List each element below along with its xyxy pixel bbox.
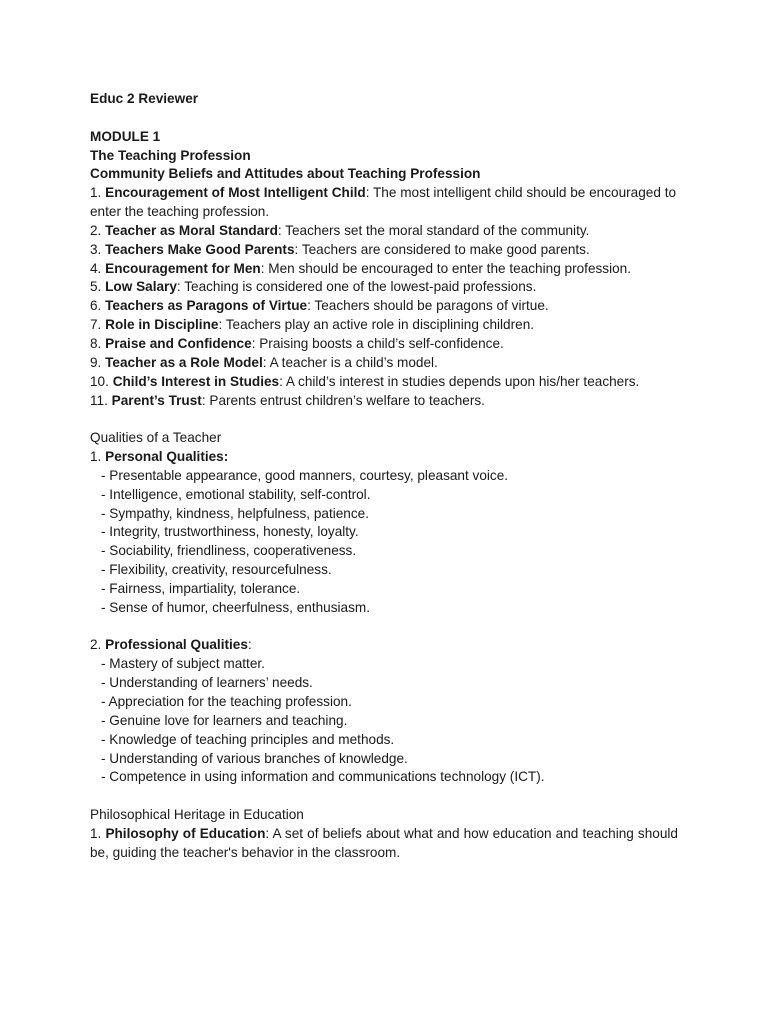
item-description: : A child’s interest in studies depends upon his/her teachers.	[279, 373, 640, 389]
item-number: 1.	[90, 185, 102, 201]
item-suffix: :	[247, 637, 252, 653]
item-term: Teacher as a Role Model	[105, 354, 263, 370]
item-number: 8.	[90, 335, 102, 351]
item-description: : Parents entrust children’s welfare to teachers.	[201, 392, 485, 408]
qualities-heading: Qualities of a Teacher	[90, 430, 222, 446]
belief-item	[90, 335, 678, 354]
personal-qualities-heading	[90, 448, 678, 467]
item-term: Parent’s Trust	[111, 392, 202, 408]
item-description: : A set of beliefs about what and how education and teaching should be, guiding the teacher's behavior in the classroom.	[90, 825, 678, 860]
belief-item	[90, 297, 678, 316]
spacer	[90, 109, 678, 128]
bullet-item: - Appreciation for the teaching profession.	[101, 694, 352, 709]
professional-qualities-heading	[90, 636, 678, 655]
bullet-item: - Genuine love for learners and teaching.	[101, 712, 348, 728]
item-description: : Men should be encouraged to enter the teaching profession.	[260, 260, 632, 276]
item-number: 3.	[90, 241, 102, 257]
philosophy-heading: Philosophical Heritage in Education	[90, 807, 304, 823]
item-description: : Teachers play an active role in disciplining children.	[218, 317, 535, 333]
item-description: : Teachers should be paragons of virtue.	[307, 298, 549, 314]
item-number: 6.	[90, 298, 102, 314]
section-heading: Community Beliefs and Attitudes about Teaching Profession	[90, 166, 481, 182]
item-term: Child’s Interest in Studies	[112, 373, 280, 389]
bullet-item: - Sense of humor, cheerfulness, enthusiasm.	[101, 599, 370, 615]
belief-item	[90, 316, 678, 335]
bullet-item: - Flexibility, creativity, resourcefulness.	[101, 562, 332, 578]
belief-item	[90, 184, 678, 222]
item-term: Teachers as Paragons of Virtue	[105, 298, 308, 314]
bullet-item: - Understanding of various branches of knowledge.	[101, 750, 408, 766]
module-label: MODULE 1	[90, 128, 161, 144]
spacer	[90, 410, 678, 429]
belief-item	[90, 222, 678, 241]
belief-item	[90, 373, 678, 392]
item-number: 7.	[90, 317, 102, 333]
item-term: Praise and Confidence	[105, 335, 252, 351]
belief-item	[90, 241, 678, 260]
belief-item	[90, 392, 678, 411]
item-number: 10.	[90, 373, 109, 389]
item-term: Personal Qualities:	[105, 449, 229, 465]
philosophy-item	[90, 825, 678, 863]
item-term: Professional Qualities	[105, 637, 248, 653]
belief-item	[90, 278, 678, 297]
document-body	[90, 90, 678, 863]
document-title: Educ 2 Reviewer	[90, 91, 199, 106]
belief-item	[90, 354, 678, 373]
item-term: Philosophy of Education	[105, 825, 266, 841]
bullet-item: - Intelligence, emotional stability, self-control.	[101, 486, 371, 502]
bullet-item: - Integrity, trustworthiness, honesty, loyalty.	[101, 524, 359, 540]
bullet-item: - Presentable appearance, good manners, courtesy, pleasant voice.	[101, 467, 509, 483]
module-subtitle: The Teaching Profession	[90, 147, 251, 163]
item-description: : The most intelligent child should be encouraged to enter the teaching profession.	[90, 185, 677, 220]
item-number: 2.	[90, 222, 102, 238]
item-term: Low Salary	[105, 279, 177, 295]
item-description: : Praising boosts a child’s self-confidence.	[251, 335, 504, 351]
spacer	[90, 787, 678, 806]
bullet-item: - Competence in using information and communications technology (ICT).	[101, 769, 545, 785]
bullet-item: - Fairness, impartiality, tolerance.	[101, 580, 301, 596]
item-number: 5.	[90, 279, 102, 295]
bullet-item: - Sociability, friendliness, cooperativeness.	[101, 543, 357, 559]
item-term: Role in Discipline	[105, 317, 219, 333]
item-description: : Teaching is considered one of the lowest-paid professions.	[176, 279, 537, 295]
item-term: Encouragement for Men	[105, 260, 261, 276]
item-number: 2.	[90, 637, 102, 653]
bullet-item: - Understanding of learners’ needs.	[101, 675, 313, 691]
item-term: Teachers Make Good Parents	[105, 241, 295, 257]
item-number: 4.	[90, 260, 102, 276]
item-number: 1.	[90, 825, 102, 841]
item-term: Teacher as Moral Standard	[105, 222, 278, 238]
item-description: : A teacher is a child’s model.	[262, 354, 438, 370]
spacer	[90, 618, 678, 637]
item-term: Encouragement of Most Intelligent Child	[105, 185, 366, 201]
item-number: 11.	[90, 392, 108, 408]
belief-item	[90, 260, 678, 279]
bullet-item: - Mastery of subject matter.	[101, 656, 265, 672]
bullet-item: - Knowledge of teaching principles and methods.	[101, 731, 395, 747]
item-description: : Teachers set the moral standard of the community.	[277, 222, 590, 238]
item-number: 1.	[90, 449, 102, 465]
bullet-item: - Sympathy, kindness, helpfulness, patience.	[101, 505, 369, 521]
item-description: : Teachers are considered to make good parents.	[294, 241, 590, 257]
item-number: 9.	[90, 354, 102, 370]
